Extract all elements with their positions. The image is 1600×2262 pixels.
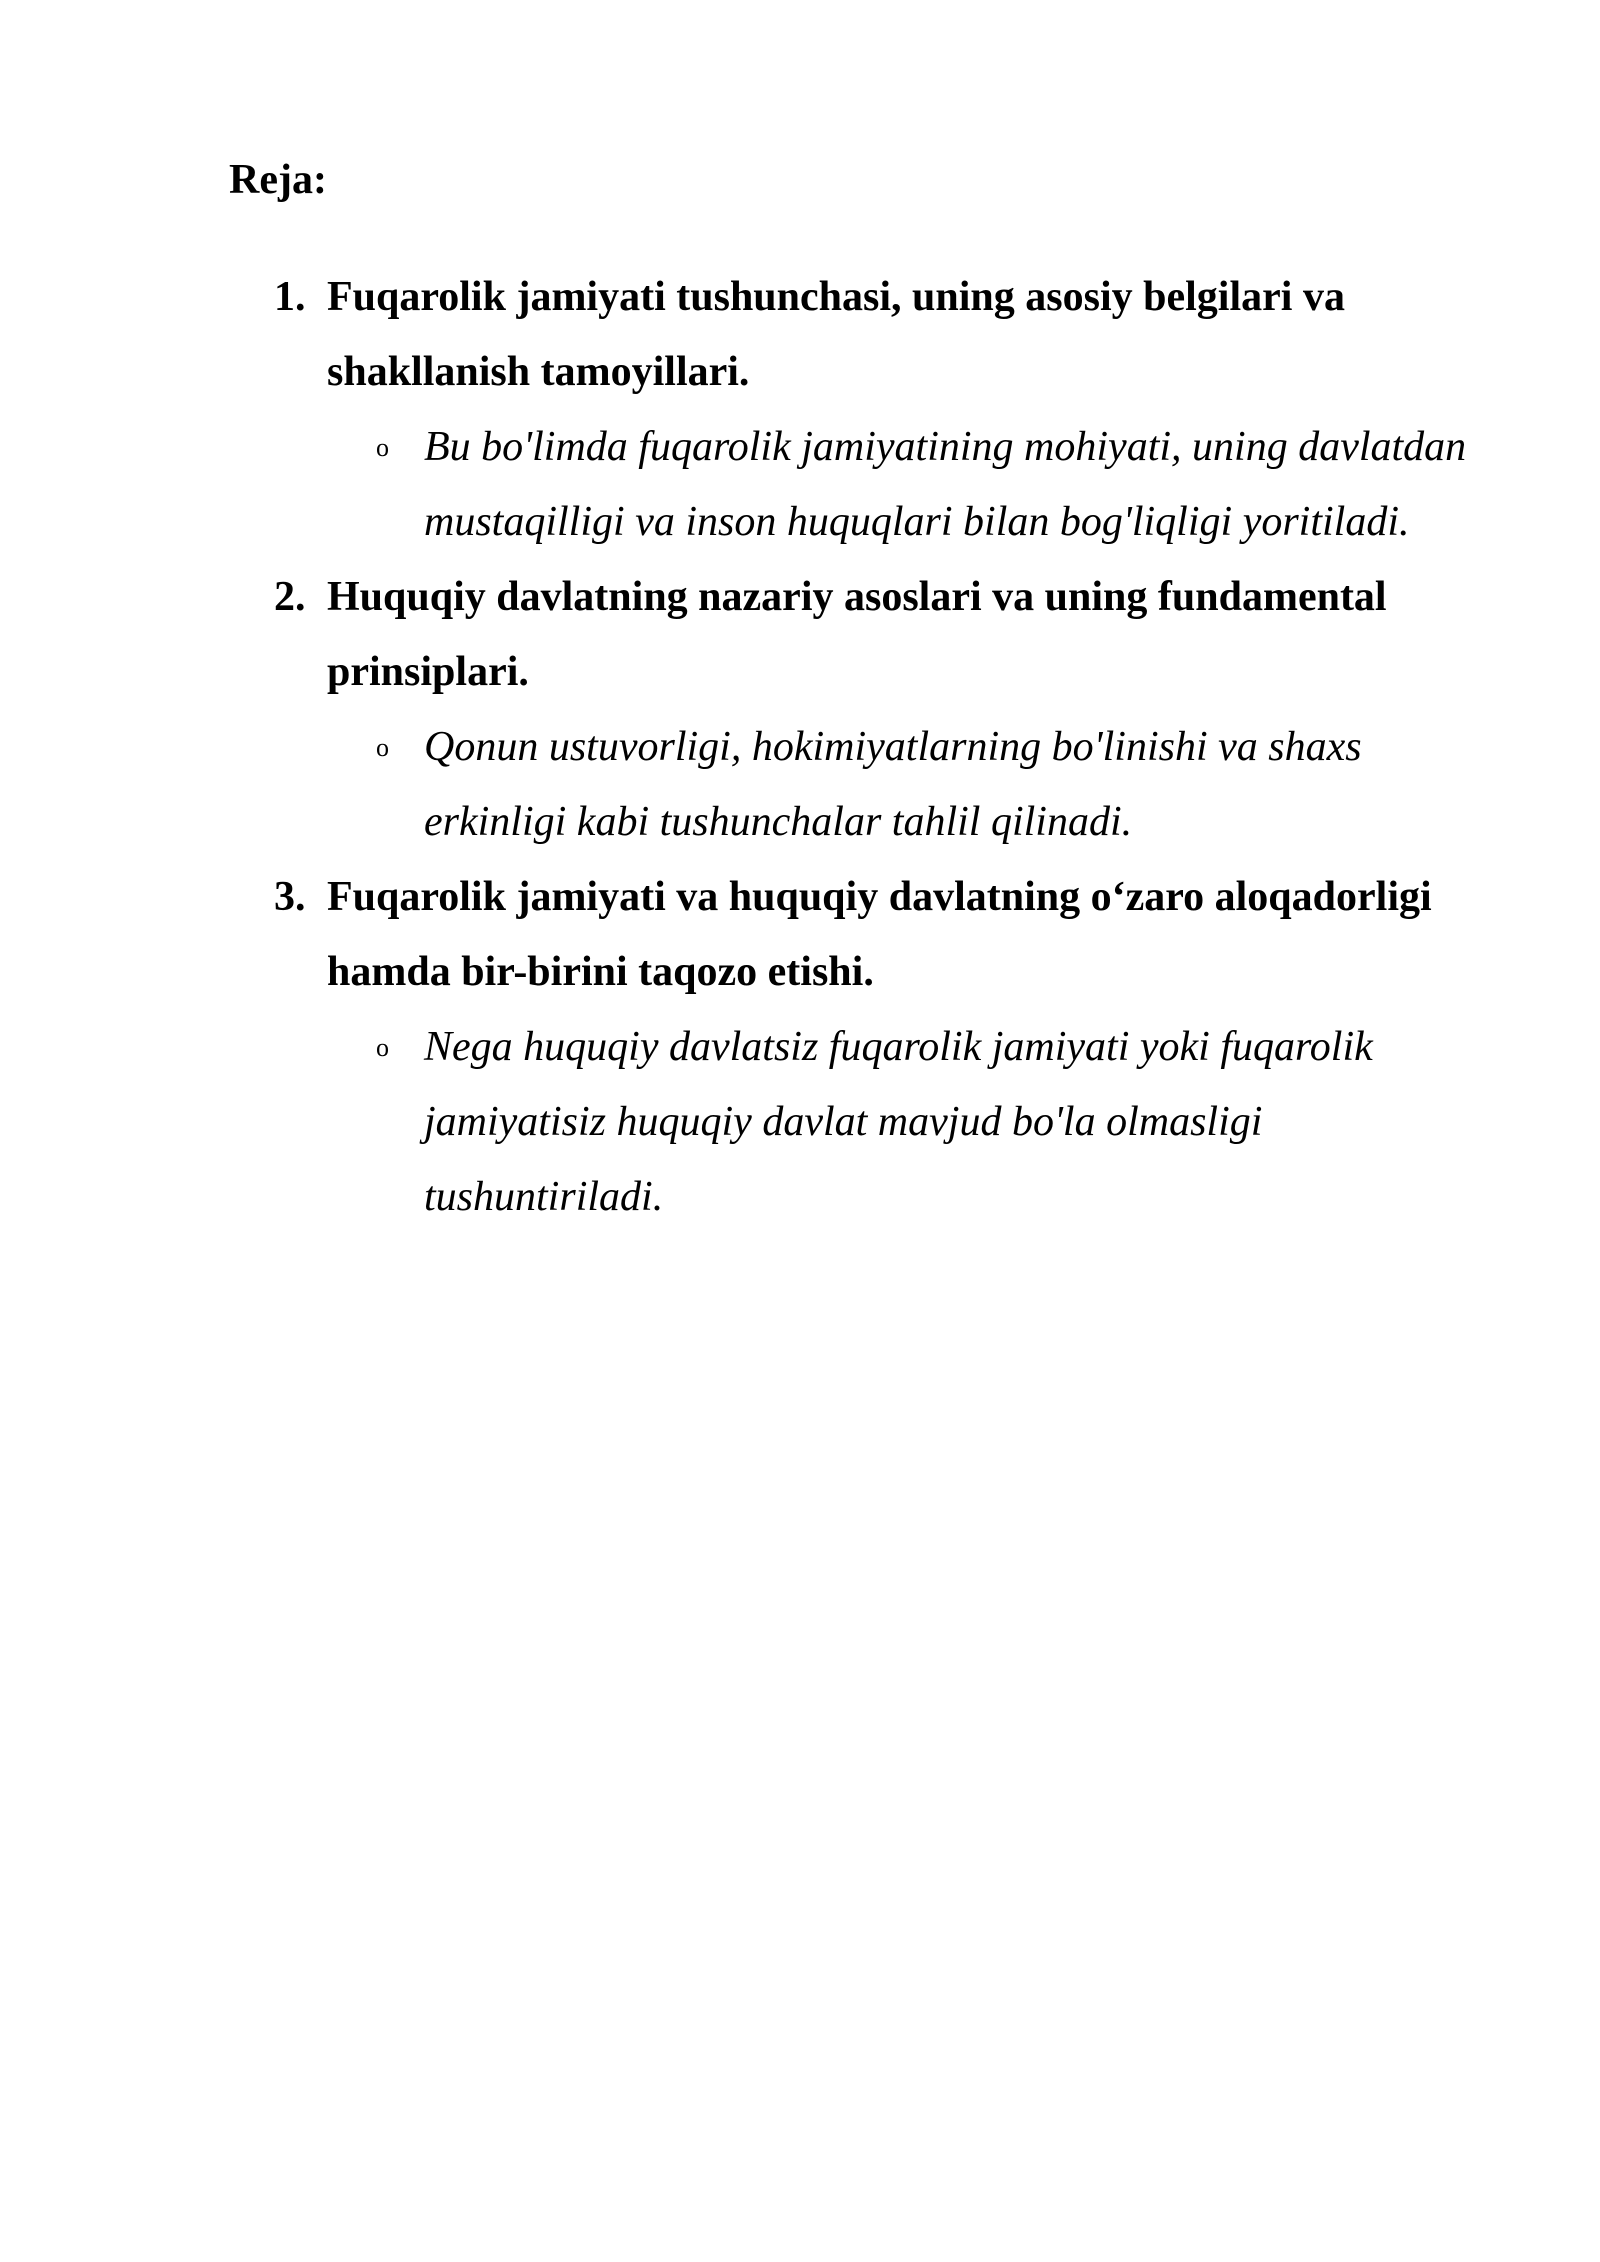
plan-item-1 <box>0 260 1600 560</box>
sub-item-text: Qonun ustuvorligi, hokimiyatlarning bo'linishi va shaxs erkinligi kabi tushunchalar tahlil qilinadi. <box>424 724 1362 845</box>
item-number: 3. <box>274 874 306 920</box>
sub-list <box>0 1010 1600 1235</box>
plan-list <box>0 260 1600 1235</box>
sub-item <box>0 1010 1600 1235</box>
item-number: 2. <box>274 574 306 620</box>
sub-list <box>0 710 1600 860</box>
item-title: Fuqarolik jamiyati va huquqiy davlatning o‘zaro aloqadorligi hamda bir-birini taqozo etishi. <box>327 874 1432 995</box>
item-number: 1. <box>274 274 306 320</box>
sub-item <box>0 710 1600 860</box>
sub-item-text: Bu bo'limda fuqarolik jamiyatining mohiyati, uning davlatdan mustaqilligi va inson huquqlari bilan bog'liqligi yoritiladi. <box>424 424 1467 545</box>
circle-bullet-icon: o <box>376 1033 389 1062</box>
circle-bullet-icon: o <box>376 733 389 762</box>
plan-heading: Reja: <box>229 157 327 203</box>
sub-item <box>0 410 1600 560</box>
circle-bullet-icon: o <box>376 433 389 462</box>
item-title: Fuqarolik jamiyati tushunchasi, uning asosiy belgilari va shakllanish tamoyillari. <box>327 274 1345 395</box>
sub-list <box>0 410 1600 560</box>
sub-item-text: Nega huquqiy davlatsiz fuqarolik jamiyati yoki fuqarolik jamiyatisiz huquqiy davlat mavjud bo'la olmasligi tushuntiriladi. <box>424 1024 1373 1220</box>
item-title: Huquqiy davlatning nazariy asoslari va uning fundamental prinsiplari. <box>327 574 1387 695</box>
plan-item-3 <box>0 860 1600 1235</box>
plan-item-2 <box>0 560 1600 860</box>
